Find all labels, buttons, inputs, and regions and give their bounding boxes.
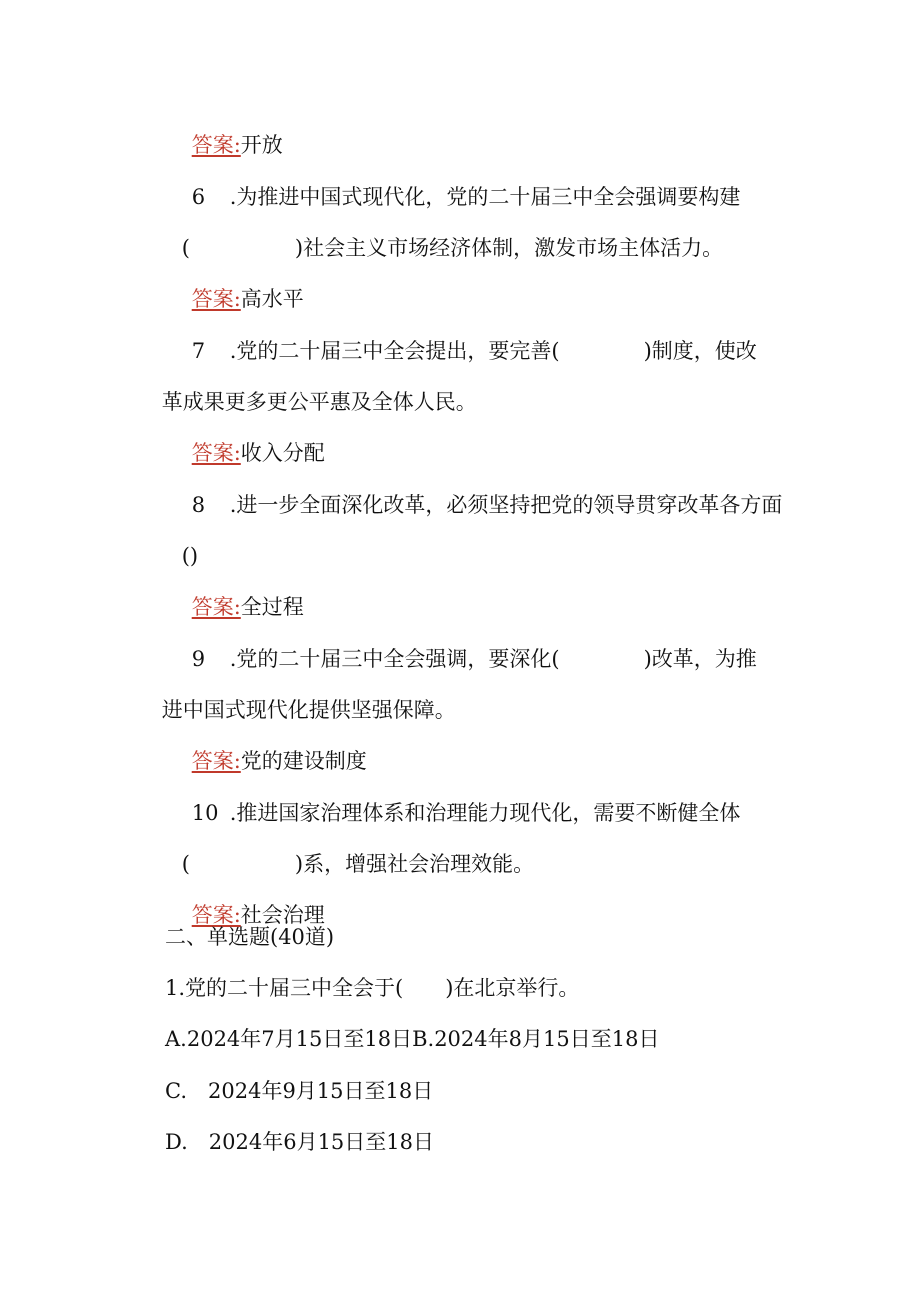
option-ab: A.2024年7月15日至18日B.2024年8月15日至18日 (165, 1027, 660, 1051)
answer-text: 收入分配 (240, 441, 325, 465)
answer-text: 高水平 (240, 287, 304, 311)
question-text: .为推进中国式现代化，党的二十届三中全会强调要构建 (229, 185, 741, 209)
answer-label: 答案: (191, 903, 241, 927)
question-text: 革成果更多更公平惠及全体人民。 (161, 390, 477, 414)
option-c: C. 2024年9月15日至18日 (165, 1079, 434, 1103)
answer-label: 答案: (191, 595, 241, 619)
question-8-line1 (165, 460, 782, 550)
question-text: .推进国家治理体系和治理能力现代化，需要不断健全体 (229, 801, 741, 825)
answer-text: 党的建设制度 (240, 749, 367, 773)
answer-text: 开放 (240, 133, 283, 157)
question-number: 7 (191, 339, 206, 363)
question-text: () (181, 544, 199, 568)
answer-text: 全过程 (240, 595, 304, 619)
question-text: 进中国式现代化提供坚强保障。 (161, 698, 456, 722)
question-text: .党的二十届三中全会强调，要深化( )改革，为推 (229, 647, 757, 671)
answer-label: 答案: (191, 749, 241, 773)
option-d: D. 2024年6月15日至18日 (165, 1130, 435, 1154)
question-text: ( )社会主义市场经济体制，激发市场主体活力。 (181, 236, 724, 260)
question-text: .党的二十届三中全会提出，要完善( )制度，使改 (229, 339, 757, 363)
question-text: .进一步全面深化改革，必须坚持把党的领导贯穿改革各方面 (229, 493, 783, 517)
question-stem: 1.党的二十届三中全会于( )在北京举行。 (165, 976, 580, 1000)
question-number: 9 (191, 647, 206, 671)
answer-label: 答案: (191, 133, 241, 157)
question-number: 8 (191, 493, 206, 517)
question-number: 6 (191, 185, 206, 209)
answer-label: 答案: (191, 287, 241, 311)
question-number: 10 (191, 801, 219, 825)
answer-text: 社会治理 (240, 903, 325, 927)
section-heading: 二、单选题(40道) (165, 925, 335, 949)
answer-label: 答案: (191, 441, 241, 465)
question-text: ( )系，增强社会治理效能。 (181, 852, 535, 876)
